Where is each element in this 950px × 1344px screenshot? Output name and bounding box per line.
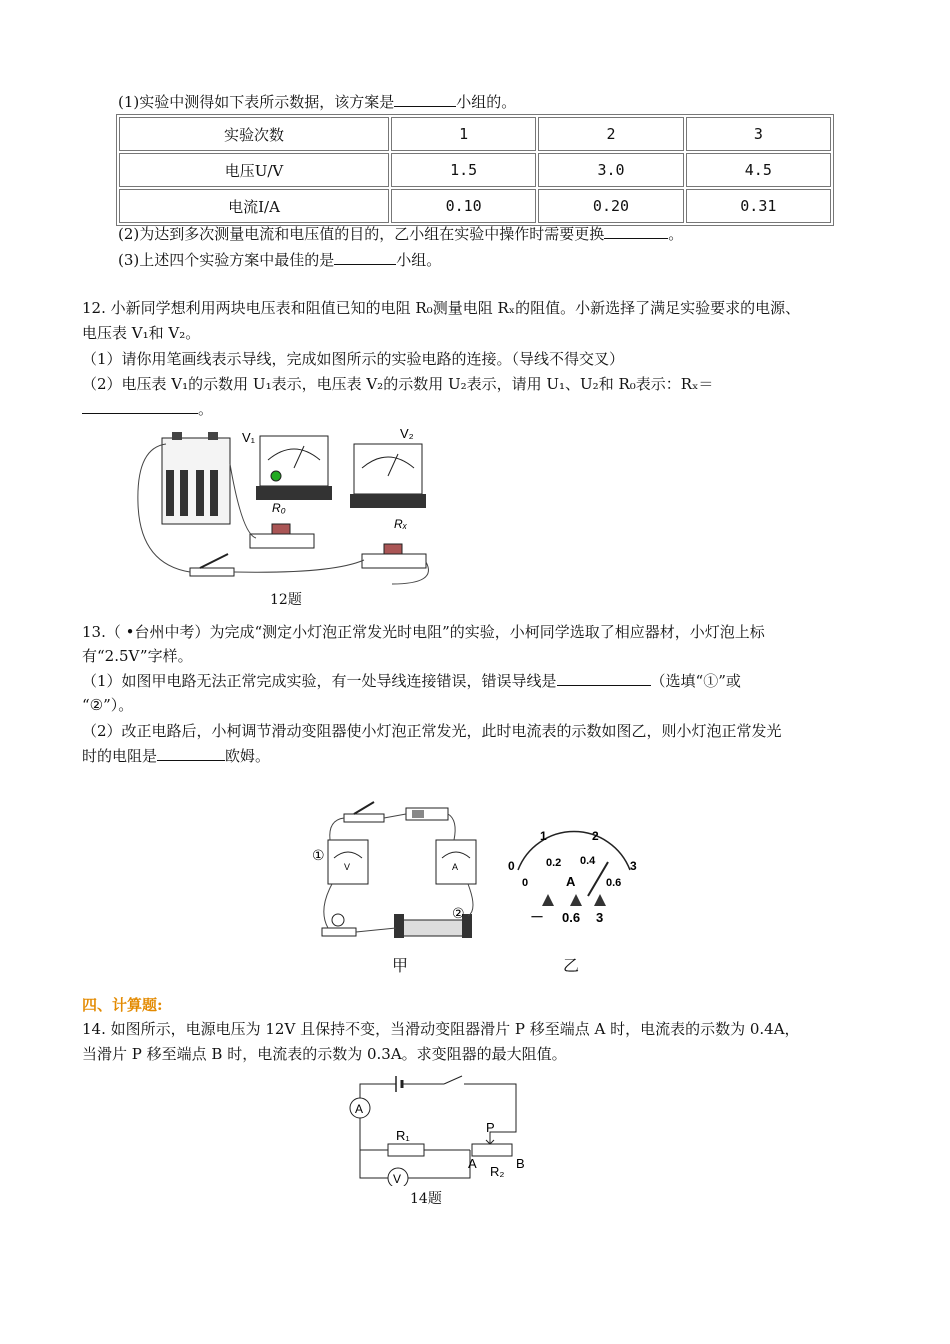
wire-1-label: ① [312, 847, 325, 863]
table-cell: 0.10 [391, 189, 536, 223]
q13-part2-line2: 时的电阻是 欧姆。 [82, 747, 271, 765]
wire [234, 560, 364, 572]
figure-13-yi-ammeter [496, 826, 646, 938]
q13-part1-line2: “②”）。 [82, 696, 134, 714]
q11-part2: (2)为达到多次测量电流和电压值的目的，乙小组在实验中操作时需要更换 。 [118, 225, 684, 243]
q13-part2: （2）改正电路后，小柯调节滑动变阻器使小灯泡正常发光，此时电流表的示数如图乙，则小灯泡正常发光 [82, 722, 782, 740]
scale-top-label: 0 [508, 859, 515, 873]
scale-top-label: 1 [540, 829, 547, 843]
resistor-r1-icon [388, 1144, 424, 1156]
terminal-icon [542, 894, 606, 906]
ammeter-icon [436, 840, 476, 884]
q13-stem-line2: 有“2.5V”字样。 [82, 647, 193, 665]
scale-top-label: 2 [592, 829, 599, 843]
voltmeter-v2-icon [350, 444, 426, 508]
wire [448, 814, 455, 840]
wire [360, 1084, 396, 1098]
voltmeter-v1-icon [256, 436, 332, 500]
figure-14-circuit [340, 1070, 540, 1186]
a-label: A [468, 1156, 477, 1171]
r1-label: R₁ [396, 1128, 410, 1143]
figure-13-jia-label: 甲 [392, 956, 409, 975]
wire [384, 814, 406, 818]
ammeter-unit: A [566, 874, 576, 889]
q12-stem-line1: 12. 小新同学想利用两块电压表和阻值已知的电阻 R₀测量电阻 Rₓ的阻值。小新选择了满足实验要求的电源、 [82, 299, 801, 317]
figure-12-caption: 12题 [270, 592, 302, 608]
switch-icon [190, 554, 234, 576]
q13-stem-line1: 13.（ •台州中考）为完成“测定小灯泡正常发光时电阻”的实验，小柯同学选取了相应器材，小灯泡上标 [82, 623, 765, 641]
wire [230, 464, 256, 538]
scale-bottom-label: 0.4 [580, 855, 596, 867]
table-cell: 1 [391, 117, 536, 151]
q12-part2-answer: 。 [82, 399, 213, 419]
slider-arrow-icon [486, 1136, 494, 1144]
battery-icon [162, 432, 230, 524]
table-cell: 4.5 [686, 153, 831, 187]
answer-blank[interactable] [334, 264, 396, 265]
svg-text:V: V [344, 862, 351, 872]
rx-label: Rₓ [394, 517, 408, 531]
resistor-r0-icon [250, 524, 314, 548]
wire [360, 1118, 388, 1178]
table-row [119, 117, 831, 151]
q13-part1: （1）如图甲电路无法正常完成实验，有一处导线连接错误，错误导线是 （选填“①”或 [82, 672, 741, 690]
rheostat-r2-icon [472, 1144, 512, 1156]
table-cell: 电压U/V [119, 153, 389, 187]
ammeter-scale-arc [518, 832, 630, 870]
wire [324, 884, 332, 928]
r2-label: R₂ [490, 1164, 505, 1179]
table-row [119, 153, 831, 187]
ammeter-label: A [355, 1102, 364, 1116]
table-cell: 0.20 [538, 189, 683, 223]
v1-label: V₁ [242, 430, 256, 445]
wire [468, 884, 473, 916]
table-cell: 0.31 [686, 189, 831, 223]
switch-icon [344, 802, 384, 822]
terminal-label: 3 [596, 910, 604, 925]
answer-blank[interactable] [157, 760, 225, 761]
table-cell: 1.5 [391, 153, 536, 187]
q12-part1: （1）请你用笔画线表示导线，完成如图所示的实验电路的连接。（导线不得交叉） [82, 350, 625, 368]
resistor-rx-icon [362, 544, 426, 568]
q14-stem-line1: 14. 如图所示，电源电压为 12V 且保持不变，当滑动变阻器滑片 P 移至端点 A 时，电流表的示数为 0.4A， [82, 1020, 800, 1038]
terminal-label: － [530, 909, 544, 925]
battery-icon [406, 808, 448, 820]
ammeter-needle [588, 862, 608, 896]
q11-part1: (1)实验中测得如下表所示数据，该方案是 小组的。 [118, 93, 517, 111]
data-table [116, 114, 834, 226]
v2-label: V₂ [400, 426, 414, 441]
answer-blank[interactable] [394, 106, 456, 107]
scale-bottom-label: 0 [522, 877, 529, 889]
figure-13-jia-circuit [308, 800, 484, 948]
figure-14-caption: 14题 [410, 1191, 442, 1207]
wire [356, 928, 396, 932]
q12-part2: （2）电压表 V₁的示数用 U₁表示，电压表 V₂的示数用 U₂表示，请用 U₁、U₂和 R₀表示：Rₓ＝ [82, 375, 714, 393]
answer-blank[interactable] [604, 238, 668, 239]
table-cell: 实验次数 [119, 117, 389, 151]
r0-label: R₀ [272, 501, 286, 515]
q11-part3: (3)上述四个实验方案中最佳的是 小组。 [118, 251, 442, 269]
section-heading: 四、计算题: [82, 996, 163, 1014]
scale-bottom-label: 0.2 [546, 857, 562, 869]
table-cell: 2 [538, 117, 683, 151]
table-row [119, 189, 831, 223]
q12-stem-line2: 电压表 V₁和 V₂。 [82, 324, 201, 342]
table-cell: 电流I/A [119, 189, 389, 223]
lamp-icon [322, 914, 356, 936]
table-cell: 3 [686, 117, 831, 151]
scale-bottom-label: 0.6 [606, 877, 622, 889]
voltmeter-label: V [393, 1172, 402, 1186]
terminal-label: 0.6 [562, 910, 581, 925]
figure-12-circuit [132, 424, 442, 592]
figure-13-yi-label: 乙 [563, 956, 580, 975]
switch-icon [444, 1076, 462, 1084]
wire-2-label: ② [452, 905, 465, 921]
answer-blank[interactable] [82, 413, 198, 414]
p-label: P [486, 1120, 495, 1135]
table-cell: 3.0 [538, 153, 683, 187]
voltmeter-icon [328, 840, 368, 884]
svg-text:A: A [452, 862, 459, 872]
wire [330, 818, 344, 840]
b-label: B [516, 1156, 525, 1171]
scale-top-label: 3 [630, 859, 637, 873]
q14-stem-line2: 当滑片 P 移至端点 B 时，电流表的示数为 0.3A。求变阻器的最大阻值。 [82, 1045, 567, 1063]
answer-blank[interactable] [557, 685, 651, 686]
